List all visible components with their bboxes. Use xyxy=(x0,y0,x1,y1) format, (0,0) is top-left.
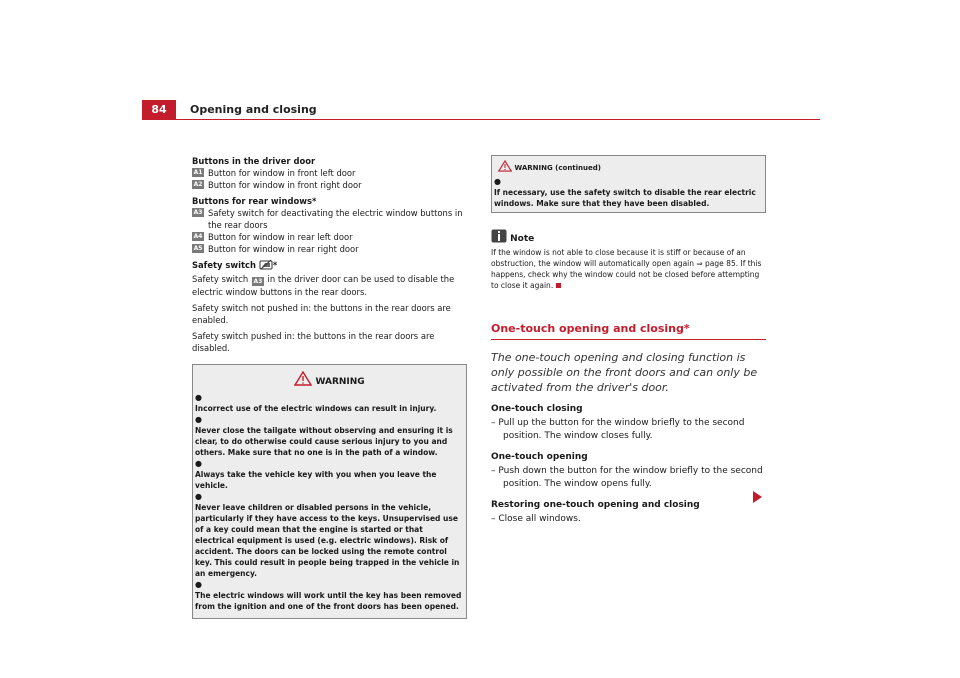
list-item xyxy=(192,207,467,231)
restore-step: – Close all windows. xyxy=(491,514,581,524)
callout-marker: A5 xyxy=(193,245,203,252)
section-title: One-touch opening and closing* xyxy=(491,322,690,335)
safety-heading-text: Safety switch xyxy=(192,260,256,270)
note-title-text: Note xyxy=(510,234,535,244)
one-touch-closing-heading: One-touch closing xyxy=(491,404,583,414)
warning-continued-body: ● If necessary, use the safety switch to disable the rear electric windows. Make sure that they have been disabled. xyxy=(494,177,756,208)
warning-continued-title xyxy=(492,156,765,176)
restore-heading: Restoring one-touch opening and closing xyxy=(491,500,700,510)
warning-bullet: ● The electric windows will work until the key has been removed from the ignition and one of the front doors has been opened. xyxy=(195,580,462,611)
note-text: If the window is not able to close because it is stiff or because of an obstruction, the window will automatically open again ⇒ page 85. If this happens, check why the window could not be closed before attempting to close it again. xyxy=(491,248,762,290)
page-number: 84 xyxy=(142,100,176,119)
left-column xyxy=(192,155,467,619)
warning-title xyxy=(193,365,466,392)
one-touch-closing-step: – Pull up the button for the window briefly to the second position. The window closes fully. xyxy=(491,418,745,441)
continue-arrow-icon xyxy=(753,491,762,503)
list-item-text: Button for window in front left door xyxy=(208,168,356,178)
one-touch-opening-heading: One-touch opening xyxy=(491,452,588,462)
warning-continued-box xyxy=(491,155,766,213)
list-item xyxy=(192,243,467,255)
callout-marker: A1 xyxy=(193,169,203,176)
note-info-icon xyxy=(491,229,507,243)
safety-switch-para xyxy=(192,273,467,298)
warning-bullet: ● Always take the vehicle key with you when you leave the vehicle. xyxy=(195,459,437,490)
warning-title-text: WARNING xyxy=(315,377,365,387)
driver-buttons-heading: Buttons in the driver door xyxy=(192,156,316,166)
warning-bullet: ● Never leave children or disabled persons in the vehicle, particularly if they have access to the keys. Unsupervised use of a key could mean that the engine is started or that electrical equipment is used (e.g. electric windows). Risk of accident. The doors can be locked using the remote control key. This could result in people being trapped in the vehicle in an emergency. xyxy=(195,492,460,578)
warning-bullet: ● Never close the tailgate without observing and ensuring it is clear, to do otherwise could cause serious injury to you and others. Make sure that no one is in the path of a window. xyxy=(195,415,453,457)
one-touch-opening-step: – Push down the button for the window briefly to the second position. The window opens fully. xyxy=(491,466,763,489)
header-rule xyxy=(142,119,820,120)
list-item xyxy=(192,167,467,179)
right-column xyxy=(491,155,766,526)
list-item xyxy=(192,179,467,191)
warning-continued-title-text: WARNING (continued) xyxy=(514,164,601,172)
callout-marker: A2 xyxy=(193,181,203,188)
warning-bullet: ● Incorrect use of the electric windows can result in injury. xyxy=(195,393,437,413)
callout-marker: A3 xyxy=(193,209,203,216)
running-header: Opening and closing xyxy=(190,103,317,116)
note-heading xyxy=(491,229,766,245)
child-lock-icon xyxy=(259,259,273,270)
safety-para-text-a: Safety switch xyxy=(192,274,249,284)
warning-triangle-icon xyxy=(294,371,312,386)
warning-body xyxy=(193,392,466,618)
callout-marker: A3 xyxy=(253,278,263,285)
safety-para-text-b: in the driver door can be used to disable the electric window buttons in the rear doors. xyxy=(192,274,455,297)
list-item-text: Button for window in rear left door xyxy=(208,232,353,242)
list-item-text: Button for window in front right door xyxy=(208,180,362,190)
warning-triangle-icon xyxy=(498,160,512,172)
switch-pushed-text: Safety switch pushed in: the buttons in the rear doors are disabled. xyxy=(192,331,435,353)
warning-box xyxy=(192,364,467,619)
switch-not-pushed-text: Safety switch not pushed in: the buttons in the rear doors are enabled. xyxy=(192,303,451,325)
list-item xyxy=(192,231,467,243)
section-intro: The one-touch opening and closing function is only possible on the front doors and can only be activated from the driver's door. xyxy=(491,351,758,394)
rear-buttons-heading: Buttons for rear windows* xyxy=(192,196,317,206)
optional-star: * xyxy=(272,260,278,270)
callout-marker: A4 xyxy=(193,233,203,240)
list-item-text: Safety switch for deactivating the electric window buttons in the rear doors xyxy=(208,208,463,230)
list-item-text: Button for window in rear right door xyxy=(208,244,359,254)
end-of-section-marker xyxy=(556,283,561,288)
section-rule xyxy=(491,339,766,340)
safety-switch-heading xyxy=(192,259,467,271)
